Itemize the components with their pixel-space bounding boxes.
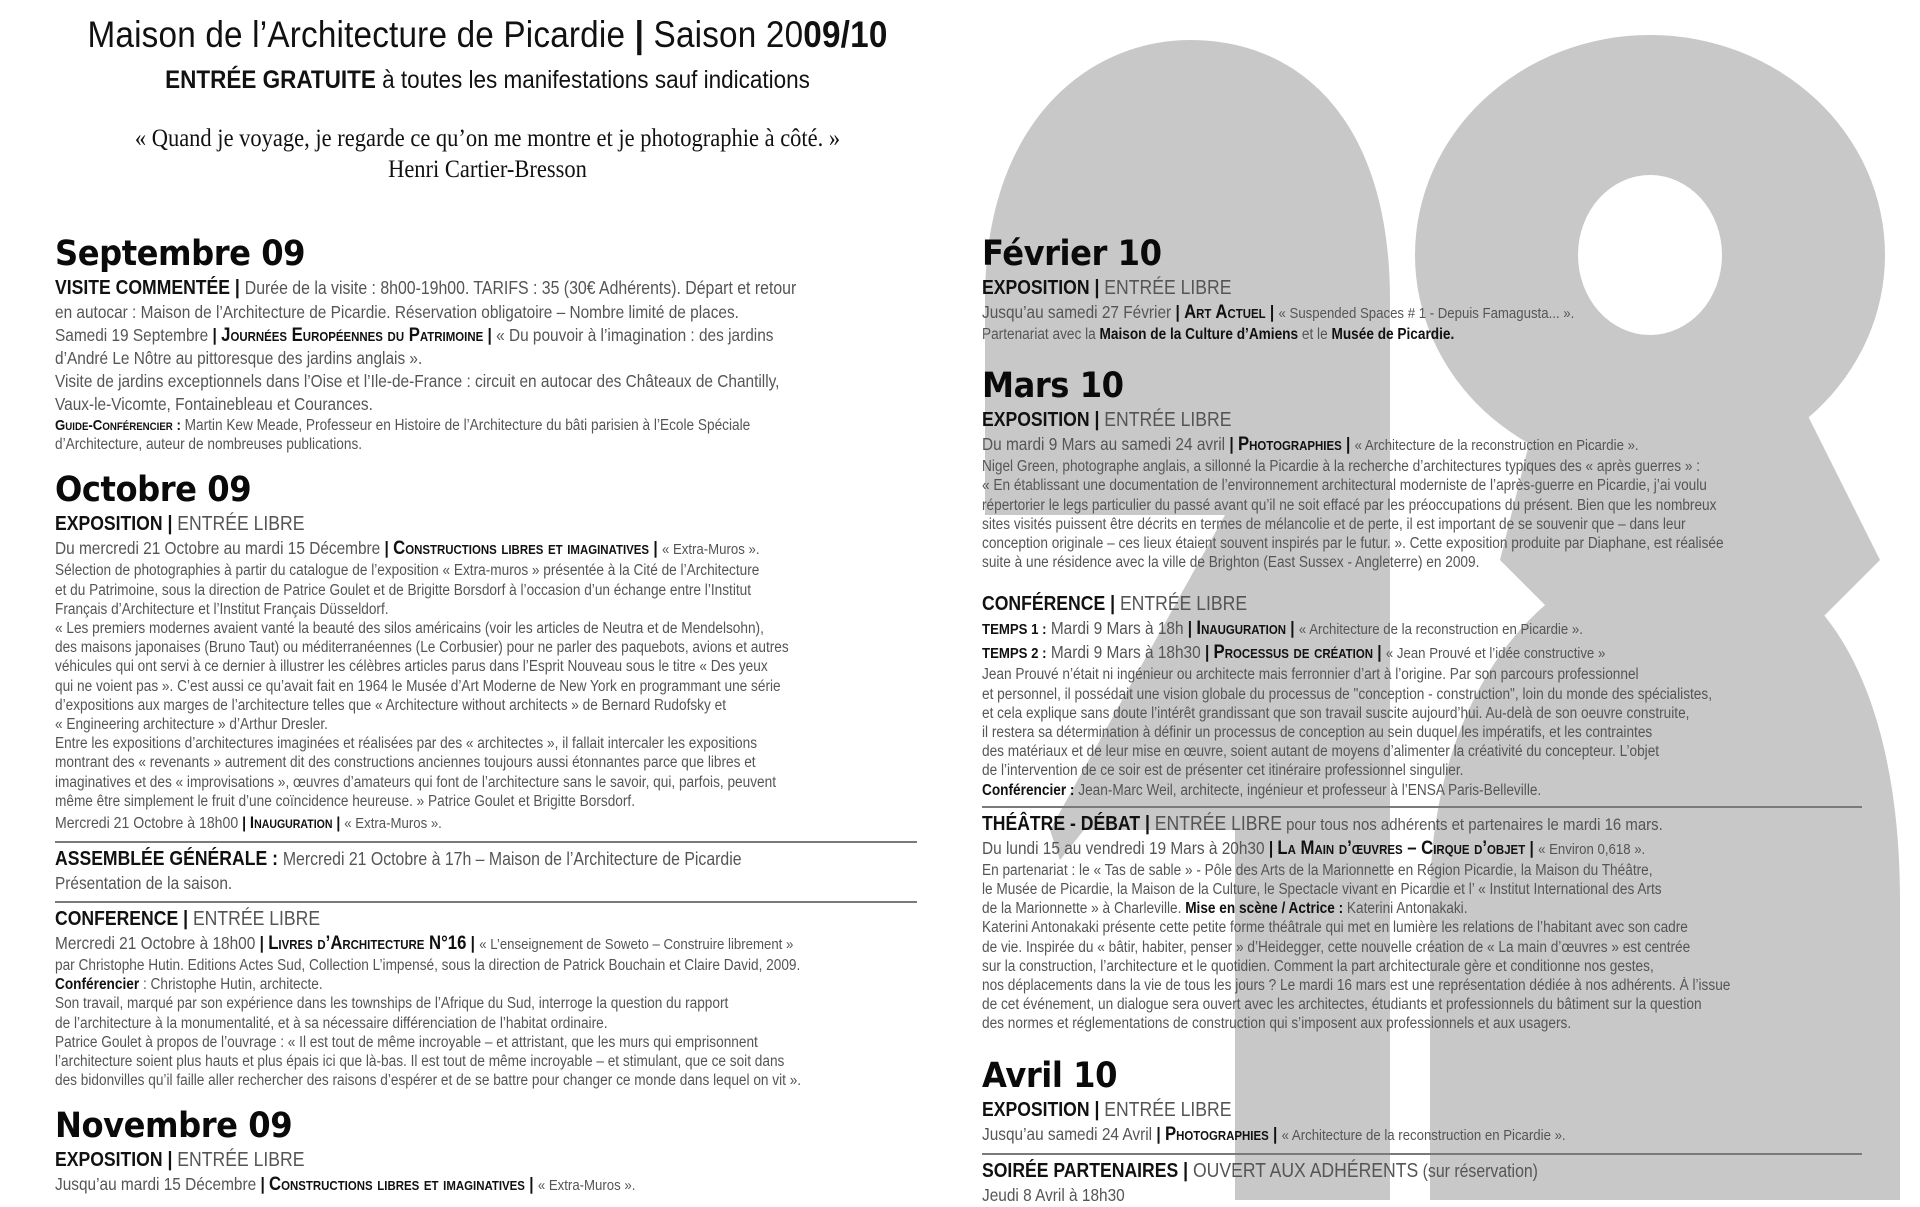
month-mars: Mars 10 EXPOSITION | ENTRÉE LIBRE Du mardi 9 Mars au samedi 24 avril | Photographies | « Architecture de la reconstruction en Picardie ». Nigel Green, photographe anglais, a sillonné la Picardie à la recherche d’architectures typiques des « après guerres » : « En établissant une documentation de l’environnement architectural moderniste de l’après-guerre en Picardie, j’ai voulu répertorier le legs particulier du passé avant qu’il ne soit effacé par les préoccupations du présent. Bien que les nombreux sites visités puissent être décrits en termes de mélancolie et de perte, il est important de se souvenir que – dans leur conception originale – ces lieux étaient souvent inspirés par le futur. ». Cette exposition produite par Diaphane, est réalisée suite à une résidence avec la ville de Brighton (East Sussex - Angleterre) en 2009. CONFÉRENCE | ENTRÉE LIBRE TEMPS 1 : Mardi 9 Mars à 18h | Inauguration | « Architecture de la reconstruction en Picardie ». TEMPS 2 : Mardi 9 Mars à 18h30 | Processus de création | « Jean Prouvé et l’idée constructive » Jean Prouvé n’était ni ingénieur ou architecte mais ferronnier d’art à l’origine. Par son parcours professionnel et personnel, il possédait une vision globale du processus de "conception - construction", loin du monde des spécialistes, et cela explique sans doute l’intérêt grandissant que son travail suscite aujourd’hui. Au-delà de son oeuvre construite, il restera sa détermination à définir un processus de conception au sein duquel les impératifs, et les contraintes des matériaux et de leur mise en œuvre, soient autant de moyens d’alimenter la créativité du concepteur. L’objet de l’intervention de ce soir est de présenter cet itinéraire professionnel singulier. Conférencier : Jean-Marc Weil, architecte, ingénieur et professeur à l’ENSA Paris-Belleville. THÉÂTRE - DÉBAT | ENTRÉE LIBRE pour tous nos adhérents et partenaires le mardi 16 mars. Du lundi 15 au vendredi 19 Mars à 20h30 | La Main d’œuvres – Cirque d’objet | « Environ 0,618 ». En partenariat : le « Tas de sable » - Pôle des Arts de la Marionnette en Région Picardie, la Maison du Théâtre, le Musée de Picardie, la Maison de la Culture, le Spectacle vivant en Picardie et l’ « Institut International des Arts de la Marionnette » à Charleville. Mise en scène / Actrice : Katerini Antonakaki. Katerini Antonakaki présente cette petite forme théâtrale qui met en lumière les relations de l’habitant avec son cadre de vie. Inspirée du « bâtir, habiter, penser » d’Heidegger, cette nouvelle création de « La main d’œuvres » est centrée sur la construction, l’architecture et le quotidien. Comment la part architecturale gère et conditionne nos gestes, nos déplacements dans la vie de tous les jours ? Le mardi 16 mars est une représentation dédiée à nos adhérents. À l’issue de cet événement, un dialogue sera ouvert avec les architectes, étudiants et professionnels du bâtiment sur la question des normes et réglementations de construction qui s’imposent aux professionnels et aux usagers. [982, 364, 1862, 1033]
event-line: Mercredi 21 Octobre à 18h00 | Inauguration | « Extra-Muros ». [55, 813, 442, 833]
event-category: EXPOSITION | ENTRÉE LIBRE [982, 1098, 1232, 1121]
title-separator: | [634, 14, 645, 55]
month-heading: Février 10 [982, 234, 1162, 274]
month-fevrier: Février 10 EXPOSITION | ENTRÉE LIBRE Jusqu’au samedi 27 Février | Art Actuel | « Suspended Spaces # 1 - Depuis Famagusta... ». Partenariat avec la Maison de la Culture d’Amiens et le Musée de Picardie. [982, 232, 1862, 344]
month-heading: Mars 10 [982, 366, 1124, 407]
divider [55, 901, 917, 903]
event-line: Du mercredi 21 Octobre au mardi 15 Décembre | Constructions libres et imaginatives | « Extra-Muros ». [55, 538, 760, 560]
right-column [982, 232, 1862, 1207]
event-title: Photographies [1237, 434, 1342, 456]
event-category: THÉÂTRE - DÉBAT | ENTRÉE LIBRE pour tous nos adhérents et partenaires le mardi 16 mars. [982, 812, 1663, 835]
page-title: Maison de l’Architecture de Picardie | Saison 2009/10 [87, 14, 888, 55]
event-line: TEMPS 2 : Mardi 9 Mars à 18h30 | Processus de création | « Jean Prouvé et l’idée constructive » [982, 642, 1606, 664]
event-line: Jusqu’au samedi 27 Février | Art Actuel | « Suspended Spaces # 1 - Depuis Famagusta... ». [982, 302, 1575, 323]
event-category: EXPOSITION | ENTRÉE LIBRE [55, 513, 305, 536]
quote-author: Henri Cartier-Bresson [388, 156, 587, 183]
event-category: EXPOSITION | ENTRÉE LIBRE [55, 1149, 305, 1172]
event-line: TEMPS 1 : Mardi 9 Mars à 18h | Inauguration | « Architecture de la reconstruction en Picardie ». [982, 618, 1583, 640]
event-line: Mercredi 21 Octobre à 18h00 | Livres d’Architecture N°16 | « L’enseignement de Soweto – Construire librement » [55, 933, 794, 955]
event-category: SOIRÉE PARTENAIRES | OUVERT AUX ADHÉRENTS (sur réservation) [982, 1159, 1538, 1182]
month-novembre [55, 1104, 925, 1197]
divider [982, 1153, 1862, 1155]
event-category: EXPOSITION | ENTRÉE LIBRE [982, 409, 1232, 432]
month-septembre: Septembre 09 VISITE COMMENTÉE | Durée de la visite : 8h00-19h00. TARIFS : 35 (30€ Adhérents). Départ et retour en autocar : Maison de l’Architecture de Picardie. Réservation obligatoire – Nombre limité de places. Samedi 19 Septembre | Journées Européennes du Patrimoine | « Du pouvoir à l’imagination : des jardins d’André Le Nôtre au pittoresque des jardins anglais ». Visite de jardins exceptionnels dans l’Oise et l’Ile-de-France : circuit en autocar des Châteaux de Chantilly, Vaux-le-Vicomte, Fontainebleau et Courances. Guide-Conférencier : Martin Kew Meade, Professeur en Histoire de l’Architecture du bâti parisien à l’Ecole Spéciale d’Architecture, auteur de nombreuses publications. [55, 232, 925, 454]
event-title: Livres d’Architecture N°16 [268, 933, 467, 955]
month-heading: Octobre 09 [55, 470, 252, 511]
epigraph-quote [49, 123, 927, 185]
event-category: CONFÉRENCE | ENTRÉE LIBRE [982, 593, 1248, 616]
event-line: Du mardi 9 Mars au samedi 24 avril | Photographies | « Architecture de la reconstruction en Picardie ». [982, 434, 1639, 456]
quote-text: « Quand je voyage, je regarde ce qu’on me montre et je photographie à côté. » [134, 125, 841, 152]
month-avril: Avril 10 EXPOSITION | ENTRÉE LIBRE Jusqu’au samedi 24 Avril | Photographies | « Architecture de la reconstruction en Picardie ». SOIRÉE PARTENAIRES | OUVERT AUX ADHÉRENTS (sur réservation) Jeudi 8 Avril à 18h30 [982, 1054, 1862, 1207]
event-line: Jusqu’au mardi 15 Décembre | Constructions libres et imaginatives | « Extra-Muros ». [55, 1174, 636, 1196]
event-title: Constructions libres et imaginatives [393, 538, 650, 560]
event-title: Journées Européennes du Patrimoine [221, 325, 484, 346]
event-line: Samedi 19 Septembre | Journées Européennes du Patrimoine | « Du pouvoir à l’imagination : des jardins [55, 325, 774, 346]
page-header [0, 14, 975, 185]
event-line: Du lundi 15 au vendredi 19 Mars à 20h30 | La Main d’œuvres – Cirque d’objet | « Environ 0,618 ». [982, 837, 1646, 859]
event-category: EXPOSITION | ENTRÉE LIBRE [982, 277, 1232, 299]
event-title: Art Actuel [1184, 302, 1266, 323]
event-title: Photographies [1164, 1123, 1269, 1145]
event-category: CONFERENCE | ENTRÉE LIBRE [55, 908, 321, 931]
month-heading: Novembre 09 [55, 1106, 293, 1147]
month-heading: Avril 10 [982, 1055, 1118, 1096]
month-heading: Septembre 09 [55, 234, 306, 274]
event-title: La Main d’œuvres – Cirque d’objet [1277, 837, 1526, 859]
season-years: 09/10 [803, 14, 888, 55]
event-line: Jusqu’au samedi 24 Avril | Photographies | « Architecture de la reconstruction en Picardie ». [982, 1123, 1566, 1145]
event-category: VISITE COMMENTÉE | Durée de la visite : 8h00-19h00. TARIFS : 35 (30€ Adhérents). Départ et retour [55, 277, 797, 299]
free-entry-notice: ENTRÉE GRATUITE à toutes les manifestations sauf indications [165, 66, 810, 94]
divider [55, 841, 917, 843]
divider [982, 806, 1862, 808]
left-column [55, 232, 925, 1197]
month-octobre: Octobre 09 EXPOSITION | ENTRÉE LIBRE Du mercredi 21 Octobre au mardi 15 Décembre | Constructions libres et imaginatives | « Extra-Muros ». Sélection de photographies à partir du catalogue de l’exposition « Extra-muros » présentée à la Cité de l’Architecture et du Patrimoine, sous la direction de Patrice Goulet et de Brigitte Borsdorf à l’occasion d’un échange entre l’Institut Français d’Architecture et l’Institut Français Düsseldorf. « Les premiers modernes avaient vanté la beauté des silos américains (voir les articles de Neutra et de Mendelsohn), des maisons japonaises (Bruno Taut) ou méditerranéennes (Le Corbusier) pour ne parler des paquebots, avions et autres véhicules qui ont servi à ce dernier à illustrer les célèbres articles parus dans l’Esprit Nouveau sous le titre « Des yeux qui ne voient pas ». C’est aussi ce qu’avait fait en 1964 le Musée d’Art Moderne de New York en programmant une série d’expositions aux marges de l’architecture telles que « Architecture without architects » de Bernard Rudofsky et « Engineering architecture » d’Arthur Dresler. Entre les expositions d’architectures imaginées et réalisées par des « architectes », il fallait intercaler les expositions montrant des « revenants » autrement dit des constructions anciennes toujours aussi étonnantes parce que libres et imaginatives et des « improvisations », œuvres d’amateurs qui font de l’architecture sans le savoir, qui, parfois, peuvent même être simplement le fruit d’une coïncidence heureuse. » Patrice Goulet et Brigitte Borsdorf. Mercredi 21 Octobre à 18h00 | Inauguration | « Extra-Muros ». ASSEMBLÉE GÉNÉRALE : Mercredi 21 Octobre à 17h – Maison de l’Architecture de Picardie Présentation de la saison. CONFERENCE | ENTRÉE LIBRE Mercredi 21 Octobre à 18h00 | Livres d’Architecture N°16 | « L’enseignement de Soweto – Construire librement » par Christophe Hutin. Editions Actes Sud, Collection L’impensé, sous la direction de Patrick Bouchain et Claire David, 2009. Conférencier : Christophe Hutin, architecte. Son travail, marqué par son expérience dans les townships de l’Afrique du Sud, interroge la question du rapport de l’architecture à la monumentalité, et à sa nécessaire différenciation de l’habitat ordinaire. Patrice Goulet à propos de l’ouvrage : « Il est tout de même incroyable – et attristant, que les murs qui emprisonnent l’architecture soient plus hauts et plus épais ici que là-bas. Il est tout de même incroyable – et stimulant, que ce soit dans des bidonvilles qu’il faille aller rechercher des raisons d’espérer et de se battre pour changer ce monde dans lequel on vit ». [55, 468, 925, 1090]
event-category: ASSEMBLÉE GÉNÉRALE : Mercredi 21 Octobre à 17h – Maison de l’Architecture de Picardie [55, 848, 742, 871]
